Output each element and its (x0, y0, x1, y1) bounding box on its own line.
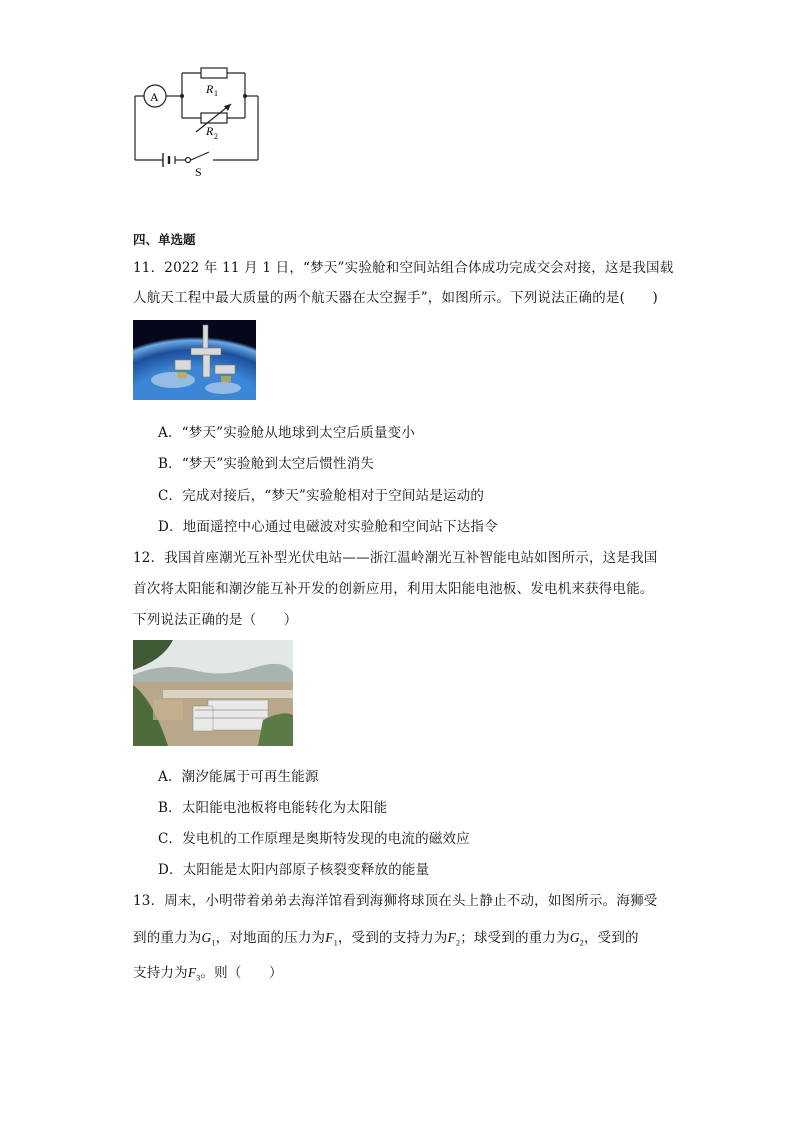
q11-option-d: D．地面遥控中心通过电磁波对实验舱和空间站下达指令 (158, 519, 498, 535)
q12-option-b: B．太阳能电池板将电能转化为太阳能 (158, 800, 388, 816)
q12-option-d: D．太阳能是太阳内部原子核裂变释放的能量 (158, 862, 430, 878)
q13-stem-line3: 支持力为$F_3$。则（ ） (133, 965, 283, 983)
section-title: 四、单选题 (133, 232, 196, 247)
q12-stem-line2: 首次将太阳能和潮汐能互补开发的创新应用，利用太阳能电池板、发电机来获得电能。 (133, 581, 654, 597)
r2-subscript: 2 (214, 132, 218, 141)
g1-symbol: $G_1$ (201, 930, 216, 948)
r2-label: R (206, 124, 214, 138)
junction-dot (243, 94, 247, 98)
q13-stem-line2: 到的重力为$G_1$，对地面的压力为$F_1$，受到的支持力为$F_2$；球受到的重力为$G_2$，受到的 (133, 930, 639, 948)
f2-symbol: $F_2$ (447, 930, 461, 948)
switch-pivot (186, 158, 191, 163)
q11-option-a: A．“梦天”实验舱从地球到太空后质量变小 (158, 425, 416, 441)
q11-option-c: C．完成对接后，“梦天”实验舱相对于空间站是运动的 (158, 488, 485, 504)
q12-stem-line3: 下列说法正确的是（ ） (133, 612, 298, 628)
ammeter-label: A (150, 90, 159, 104)
q12-option-a: A．潮汐能属于可再生能源 (158, 769, 319, 785)
switch-label: S (195, 165, 202, 179)
q11-stem-line1: 11．2022 年 11 月 1 日，“梦天”实验舱和空间站组合体成功完成交会对接，这是我国载 (133, 260, 674, 276)
g2-symbol: $G_2$ (569, 930, 584, 948)
q12-option-c: C．发电机的工作原理是奥斯特发现的电流的磁效应 (158, 831, 470, 847)
power-station-photo (133, 640, 293, 746)
r1-subscript: 1 (214, 89, 218, 98)
junction-dot (180, 94, 184, 98)
q13-stem-line1: 13．周末，小明带着弟弟去海洋馆看到海狮将球顶在头上静止不动，如图所示。海狮受 (133, 893, 658, 909)
q12-stem-line1: 12．我国首座潮光互补型光伏电站——浙江温岭潮光互补智能电站如图所示，这是我国 (133, 550, 658, 566)
f1-symbol: $F_1$ (325, 930, 338, 948)
resistor-r1 (201, 68, 227, 78)
r1-label: R (206, 82, 214, 96)
q11-option-b: B．“梦天”实验舱到太空后惯性消失 (158, 456, 375, 472)
circuit-diagram (125, 60, 275, 180)
f3-symbol: $F_3$ (187, 965, 201, 983)
q11-stem-line2: 人航天工程中最大质量的两个航天器在太空握手”，如图所示。下列说法正确的是( ) (133, 290, 658, 306)
space-station-photo (133, 320, 256, 400)
